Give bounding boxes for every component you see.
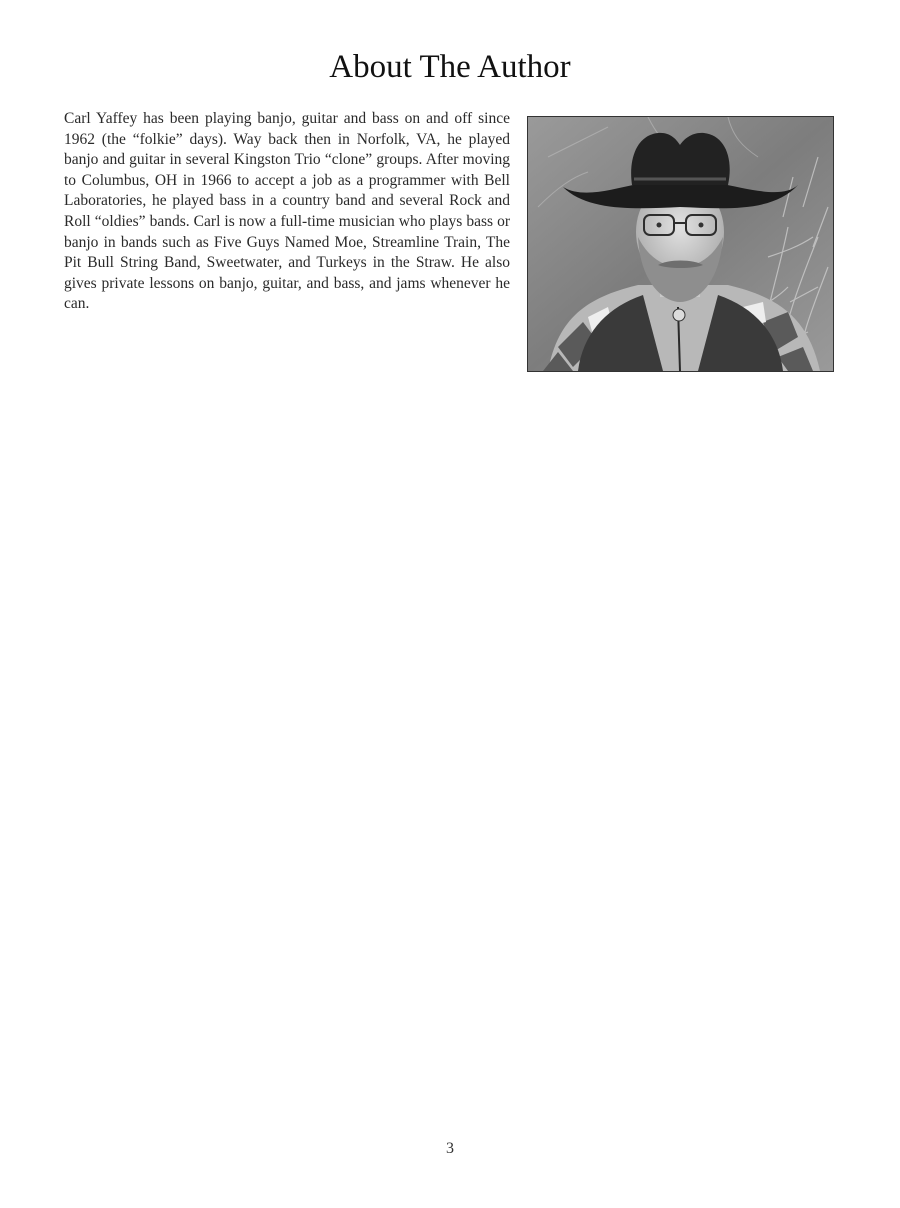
page-number: 3 [446,1140,454,1157]
author-photo [527,116,834,372]
author-photo-illustration [528,117,833,371]
author-bio: Carl Yaffey has been playing banjo, guitar and bass on and off since 1962 (the “folkie” days). Way back then in Norfolk, VA, he played banjo and guitar in several Kingston Trio “clone” groups. After moving to Columbus, OH in 1966 to accept a job as a programmer with Bell Laboratories, he played bass in a country band and several Rock and Roll “oldies” bands. Carl is now a full-time musician who plays bass or banjo in bands such as Five Guys Named Moe, Streamline Train, The Pit Bull String Band, Sweetwater, and Turkeys in the Straw. He also gives private lessons on banjo, guitar, and bass, and jams whenever he can. [64,110,510,313]
page-title: About The Author [329,49,571,85]
